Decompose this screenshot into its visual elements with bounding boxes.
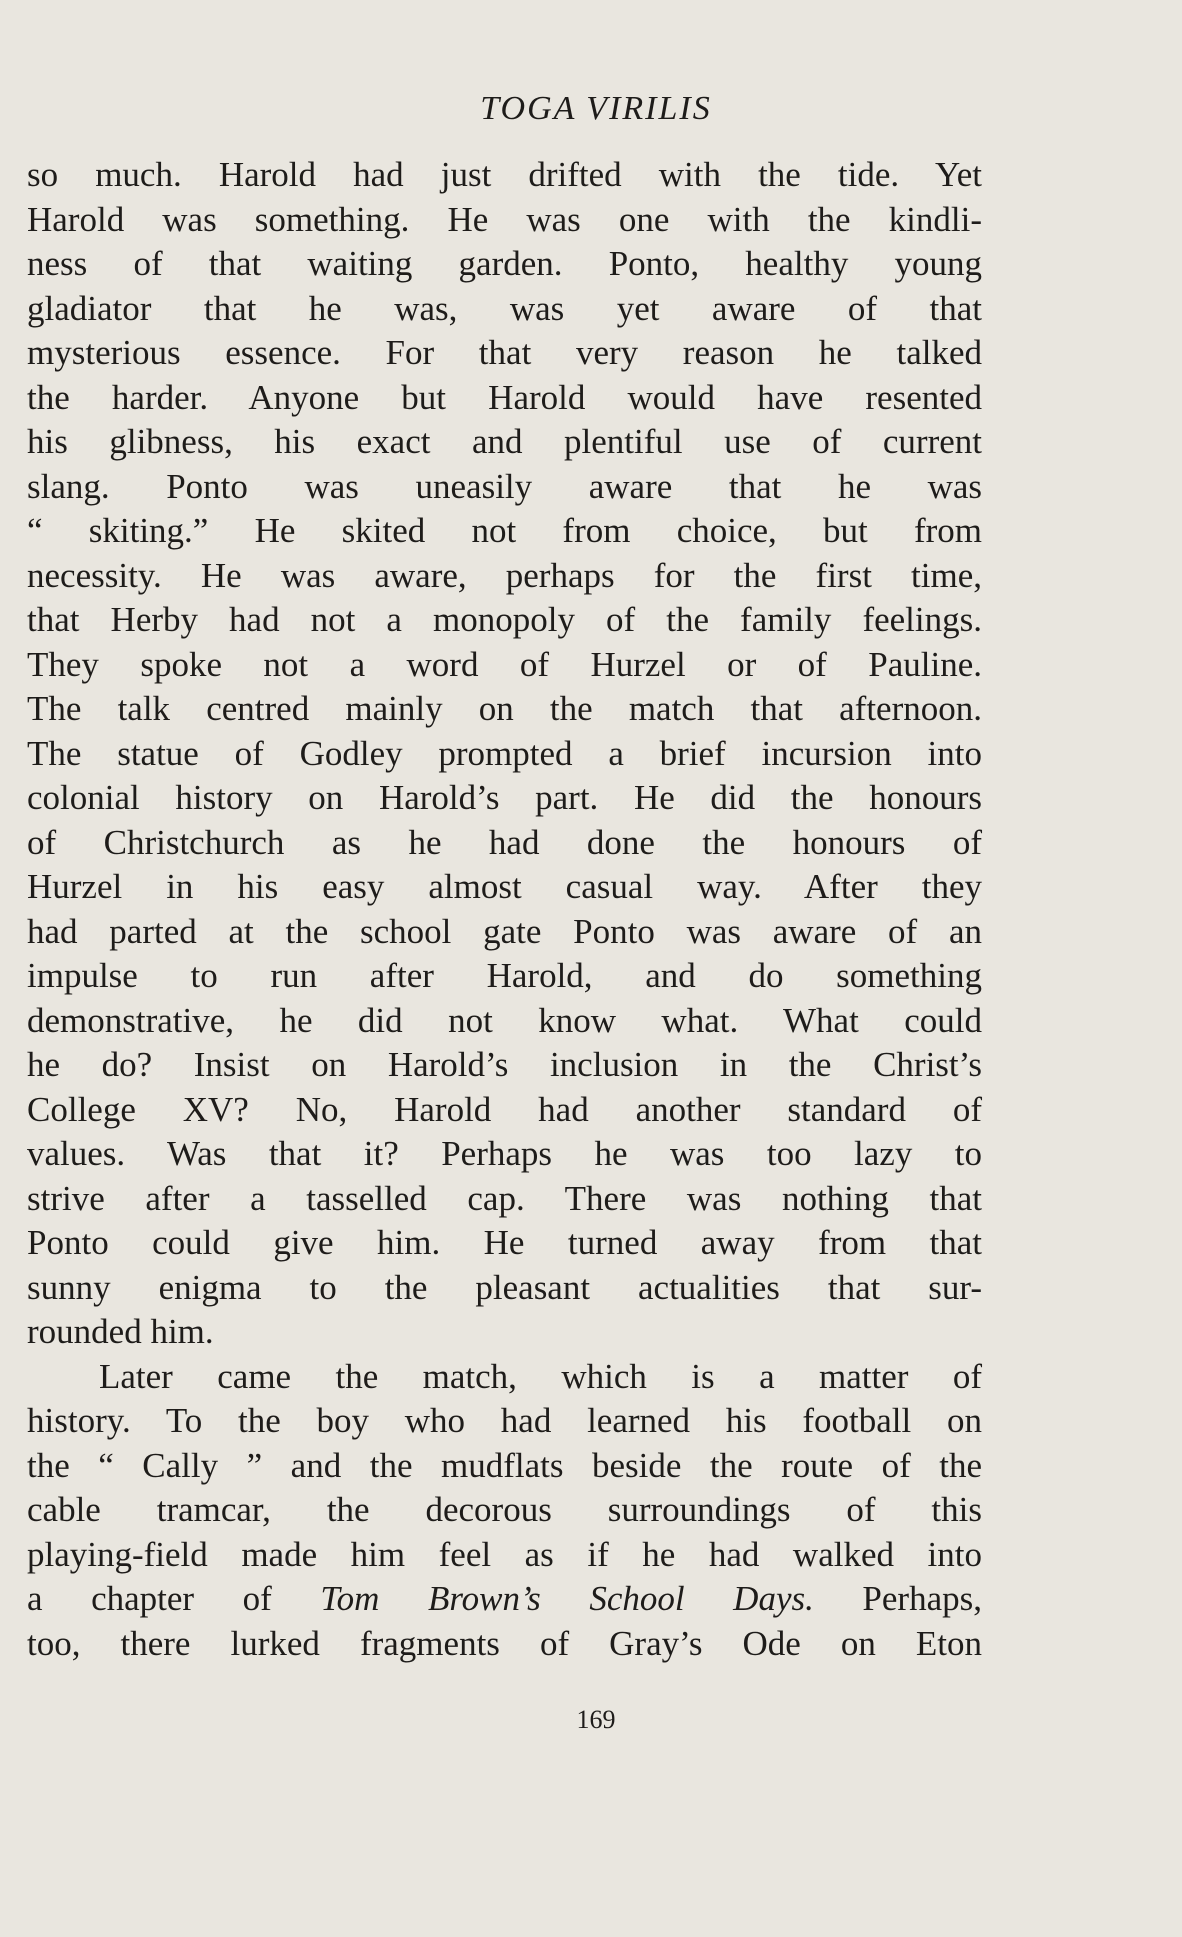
text-line: Ponto could give him. He turned away from that: [27, 1223, 982, 1262]
text-line: cable tramcar, the decorous surroundings of this: [27, 1490, 982, 1529]
line-segment: Perhaps,: [813, 1579, 982, 1618]
line-segment: a chapter of: [27, 1579, 321, 1618]
text-line: mysterious essence. For that very reason he talked: [27, 333, 982, 372]
text-line-with-italic-title: [27, 1577, 982, 1622]
text-line: rounded him.: [27, 1312, 214, 1351]
text-line: too, there lurked fragments of Gray’s Ode on Eton: [27, 1623, 982, 1663]
text-line: Harold was something. He was one with the kindli-: [27, 199, 982, 239]
paragraph-start-line: Later came the match, which is a matter of: [99, 1356, 982, 1396]
text-line: The statue of Godley prompted a brief incursion into: [27, 733, 982, 773]
text-line: so much. Harold had just drifted with the tide. Yet: [27, 155, 982, 194]
text-line: necessity. He was aware, perhaps for the first time,: [27, 555, 982, 595]
text-line: ness of that waiting garden. Ponto, healthy young: [27, 244, 982, 283]
text-line: playing-field made him feel as if he had walked into: [27, 1534, 982, 1574]
text-line: They spoke not a word of Hurzel or of Pauline.: [27, 644, 982, 684]
text-line: he do? Insist on Harold’s inclusion in the Christ’s: [27, 1045, 982, 1084]
text-line: values. Was that it? Perhaps he was too lazy to: [27, 1134, 982, 1173]
text-line: impulse to run after Harold, and do something: [27, 956, 982, 995]
book-title-italic: Tom Brown’s School Days.: [320, 1579, 814, 1618]
text-line: College XV? No, Harold had another standard of: [27, 1089, 982, 1129]
text-line: gladiator that he was, was yet aware of that: [27, 288, 982, 328]
text-line: sunny enigma to the pleasant actualities that sur-: [27, 1267, 982, 1307]
page-number: 169: [576, 1705, 616, 1734]
text-line: history. To the boy who had learned his football on: [27, 1401, 982, 1440]
text-line: had parted at the school gate Ponto was aware of an: [27, 911, 982, 951]
text-line: his glibness, his exact and plentiful use of current: [27, 422, 982, 461]
text-line: of Christchurch as he had done the honours of: [27, 822, 982, 862]
text-line: slang. Ponto was uneasily aware that he was: [27, 466, 982, 506]
text-line: colonial history on Harold’s part. He did the honours: [27, 778, 982, 817]
text-line: The talk centred mainly on the match that afternoon.: [27, 689, 982, 728]
body-text: [27, 153, 982, 1666]
text-line: Hurzel in his easy almost casual way. After they: [27, 867, 982, 906]
text-line: demonstrative, he did not know what. What could: [27, 1000, 982, 1040]
text-line: strive after a tasselled cap. There was nothing that: [27, 1178, 982, 1218]
text-line: “ skiting.” He skited not from choice, but from: [27, 511, 982, 550]
text-line: the “ Cally ” and the mudflats beside the route of the: [27, 1445, 982, 1485]
text-line: that Herby had not a monopoly of the family feelings.: [27, 600, 982, 639]
running-title: TOGA VIRILIS: [480, 90, 712, 127]
text-line: the harder. Anyone but Harold would have resented: [27, 377, 982, 417]
